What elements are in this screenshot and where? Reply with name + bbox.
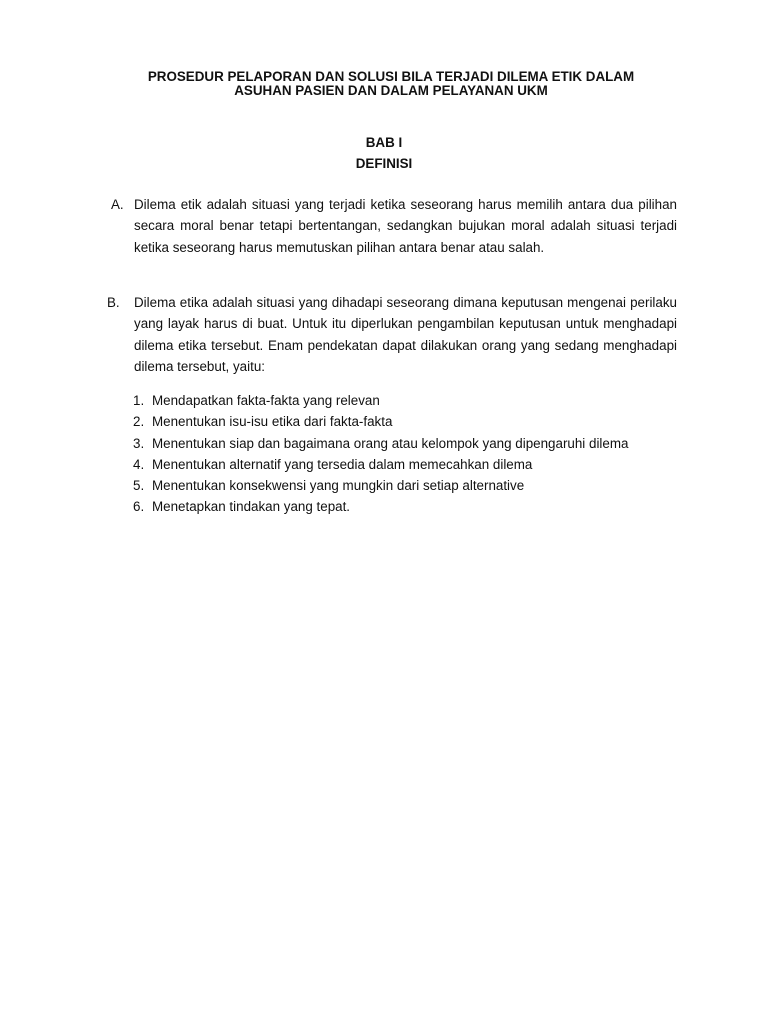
- section-b-marker: B.: [107, 295, 120, 310]
- document-title-line-2: ASUHAN PASIEN DAN DALAM PELAYANAN UKM: [234, 83, 548, 98]
- list-item-number: 6.: [133, 499, 145, 515]
- list-item-number: 4.: [133, 456, 145, 472]
- list-item-text: Menentukan alternatif yang tersedia dalam memecahkan dilema: [152, 456, 533, 472]
- list-item: [133, 390, 678, 411]
- steps-list: [133, 390, 678, 518]
- chapter-heading: BAB I: [365, 135, 403, 150]
- document-title-line-1: PROSEDUR PELAPORAN DAN SOLUSI BILA TERJADI DILEMA ETIK DALAM: [147, 69, 635, 84]
- list-item: [133, 454, 678, 475]
- list-item-text: Menentukan konsekwensi yang mungkin dari setiap alternative: [152, 478, 525, 494]
- list-item: [133, 411, 678, 432]
- list-item-text: Menentukan siap dan bagaimana orang atau kelompok yang dipengaruhi dilema: [152, 435, 629, 451]
- section-a: [111, 194, 677, 258]
- list-item: [133, 496, 678, 517]
- section-b-text: Dilema etika adalah situasi yang dihadapi seseorang dimana keputusan mengenai perilaku yang layak harus di buat. Untuk itu diperlukan pengambilan keputusan untuk menghadapi dilema etika tersebut. Enam pendekatan dapat dilakukan orang yang sedang menghadapi dilema tersebut, yaitu:: [134, 295, 677, 374]
- chapter-title: DEFINISI: [355, 156, 413, 171]
- list-item-number: 5.: [133, 478, 145, 494]
- document-title: [100, 70, 682, 98]
- list-item-text: Menetapkan tindakan yang tepat.: [152, 499, 351, 515]
- list-item: [133, 475, 678, 496]
- list-item: [133, 433, 678, 454]
- list-item-number: 2.: [133, 414, 145, 430]
- section-b: [107, 292, 677, 377]
- list-item-text: Mendapatkan fakta-fakta yang relevan: [152, 393, 380, 408]
- list-item-text: Menentukan isu-isu etika dari fakta-fakta: [152, 414, 393, 430]
- list-item-number: 3.: [133, 435, 145, 451]
- section-a-text: Dilema etik adalah situasi yang terjadi ketika seseorang harus memilih antara dua pilihan secara moral benar tetapi bertentangan, sedangkan bujukan moral adalah situasi terjadi ketika seseorang harus memutuskan pilihan antara benar atau salah.: [134, 197, 677, 255]
- section-a-marker: A.: [111, 197, 124, 212]
- list-item-number: 1.: [133, 393, 145, 408]
